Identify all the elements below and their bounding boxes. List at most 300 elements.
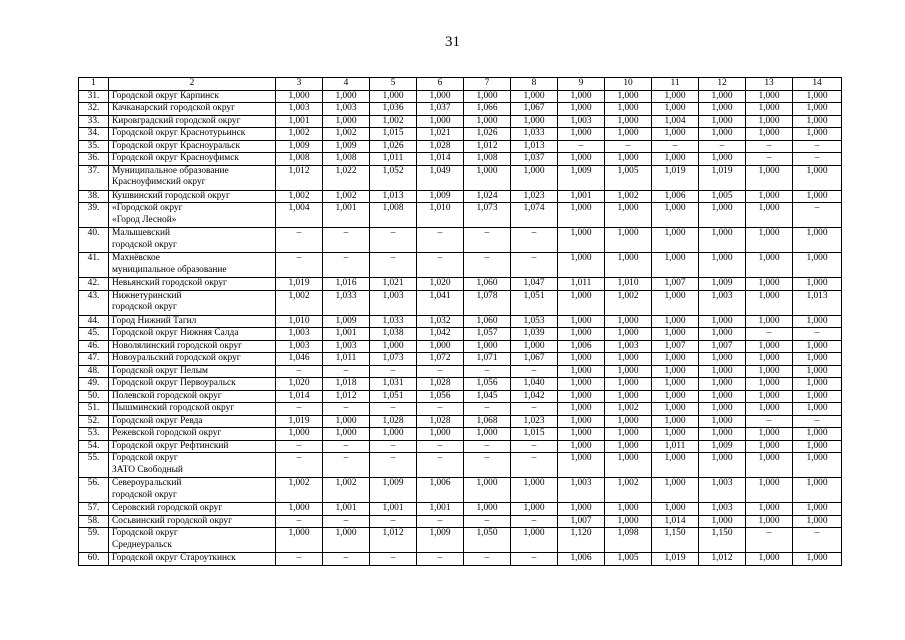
municipality-name	[109, 478, 276, 503]
coefficient-cell: 1,005	[699, 190, 746, 203]
municipality-name-line: Среднеуральск	[112, 539, 172, 550]
coefficient-cell: 1,000	[699, 228, 746, 253]
table-row	[79, 528, 842, 553]
row-number: 55.	[79, 453, 109, 478]
coefficient-cell: –	[417, 553, 464, 566]
coefficient-cell: –	[323, 440, 370, 453]
coefficient-cell: 1,000	[699, 103, 746, 116]
coefficient-cell: 1,006	[652, 190, 699, 203]
coefficient-cell: 1,000	[793, 453, 842, 478]
coefficient-cell: 1,010	[605, 278, 652, 291]
coefficient-cell: 1,000	[746, 115, 793, 128]
coefficients-table	[78, 77, 842, 566]
coefficient-cell: 1,000	[699, 353, 746, 366]
coefficient-cell: 1,000	[417, 90, 464, 103]
coefficient-cell: 1,000	[793, 403, 842, 416]
coefficient-cell: 1,000	[793, 128, 842, 141]
coefficient-cell: 1,000	[605, 440, 652, 453]
coefficient-cell: –	[323, 253, 370, 278]
coefficient-cell: 1,000	[652, 103, 699, 116]
coefficient-cell: –	[746, 140, 793, 153]
table-row	[79, 203, 842, 228]
coefficient-cell: –	[511, 553, 558, 566]
coefficient-cell: 1,000	[511, 478, 558, 503]
coefficient-cell: 1,033	[511, 128, 558, 141]
coefficient-cell: –	[417, 453, 464, 478]
coefficient-cell: –	[511, 515, 558, 528]
coefficient-cell: –	[323, 228, 370, 253]
coefficient-cell: 1,000	[746, 453, 793, 478]
coefficient-cell: 1,000	[558, 90, 605, 103]
municipality-name	[109, 203, 276, 228]
coefficient-cell: 1,000	[417, 428, 464, 441]
coefficient-cell: 1,000	[464, 428, 511, 441]
table-row	[79, 315, 842, 328]
coefficient-cell: 1,000	[323, 415, 370, 428]
coefficient-cell: 1,000	[793, 515, 842, 528]
row-number: 48.	[79, 365, 109, 378]
coefficient-cell: 1,019	[652, 165, 699, 190]
coefficient-cell: 1,012	[370, 528, 417, 553]
municipality-name	[109, 253, 276, 278]
column-header: 2	[109, 78, 276, 91]
coefficient-cell: 1,000	[793, 353, 842, 366]
coefficient-cell: 1,000	[558, 315, 605, 328]
municipality-name-line: Новолялинский городской округ	[112, 340, 242, 351]
coefficient-cell: 1,098	[605, 528, 652, 553]
coefficient-cell: 1,012	[464, 140, 511, 153]
municipality-name-line: Новоуральский городской округ	[112, 353, 241, 363]
coefficient-cell: 1,000	[558, 128, 605, 141]
municipality-name-line: Серовский городской округ	[112, 503, 223, 513]
coefficient-cell: 1,026	[370, 140, 417, 153]
column-header: 12	[699, 78, 746, 91]
row-number: 37.	[79, 165, 109, 190]
coefficient-cell: 1,000	[699, 378, 746, 391]
coefficient-cell: 1,016	[323, 278, 370, 291]
coefficient-cell: 1,000	[558, 253, 605, 278]
municipality-name	[109, 403, 276, 416]
table-row	[79, 515, 842, 528]
column-header: 6	[417, 78, 464, 91]
municipality-name	[109, 415, 276, 428]
coefficient-cell: 1,046	[276, 353, 323, 366]
coefficient-cell: 1,008	[370, 203, 417, 228]
column-header: 13	[746, 78, 793, 91]
coefficient-cell: –	[370, 253, 417, 278]
column-header: 8	[511, 78, 558, 91]
coefficient-cell: 1,001	[323, 203, 370, 228]
table-row	[79, 328, 842, 341]
row-number: 31.	[79, 90, 109, 103]
coefficient-cell: 1,000	[746, 228, 793, 253]
row-number: 44.	[79, 315, 109, 328]
coefficient-cell: 1,000	[558, 228, 605, 253]
table-row	[79, 503, 842, 516]
coefficient-cell: –	[746, 415, 793, 428]
coefficient-cell: 1,028	[370, 415, 417, 428]
coefficient-cell: 1,053	[511, 315, 558, 328]
municipality-name-line: Город Нижний Тагил	[112, 315, 197, 326]
coefficient-cell: –	[464, 440, 511, 453]
coefficient-cell: –	[370, 365, 417, 378]
coefficient-cell: 1,000	[652, 403, 699, 416]
table-row	[79, 415, 842, 428]
coefficient-cell: 1,000	[652, 390, 699, 403]
coefficient-cell: 1,011	[652, 440, 699, 453]
coefficient-cell: 1,010	[276, 315, 323, 328]
column-header: 7	[464, 78, 511, 91]
coefficient-cell: 1,000	[605, 428, 652, 441]
coefficient-cell: 1,003	[558, 115, 605, 128]
coefficient-cell: 1,000	[699, 90, 746, 103]
municipality-name	[109, 103, 276, 116]
coefficient-cell: 1,045	[464, 390, 511, 403]
row-number: 57.	[79, 503, 109, 516]
coefficient-cell: 1,002	[276, 478, 323, 503]
coefficient-cell: 1,000	[558, 290, 605, 315]
coefficient-cell: –	[511, 228, 558, 253]
coefficient-cell: 1,000	[793, 378, 842, 391]
coefficient-cell: 1,000	[746, 315, 793, 328]
coefficient-cell: 1,000	[746, 290, 793, 315]
coefficient-cell: 1,000	[652, 253, 699, 278]
coefficient-cell: 1,008	[276, 153, 323, 166]
row-number: 43.	[79, 290, 109, 315]
coefficient-cell: –	[464, 515, 511, 528]
coefficient-cell: –	[417, 365, 464, 378]
coefficient-cell: 1,000	[605, 515, 652, 528]
municipality-name	[109, 440, 276, 453]
coefficient-cell: 1,015	[370, 128, 417, 141]
coefficient-cell: 1,042	[511, 390, 558, 403]
coefficient-cell: 1,019	[652, 553, 699, 566]
coefficient-cell: 1,019	[276, 415, 323, 428]
coefficient-cell: 1,036	[370, 103, 417, 116]
coefficient-cell: 1,028	[417, 378, 464, 391]
coefficient-cell: 1,003	[699, 503, 746, 516]
coefficient-cell: –	[793, 140, 842, 153]
table-row	[79, 428, 842, 441]
coefficient-cell: 1,009	[417, 528, 464, 553]
coefficient-cell: 1,000	[746, 365, 793, 378]
coefficient-cell: 1,000	[558, 378, 605, 391]
coefficient-cell: 1,002	[370, 115, 417, 128]
coefficient-cell: 1,000	[793, 190, 842, 203]
coefficient-cell: 1,006	[558, 553, 605, 566]
coefficient-cell: –	[699, 140, 746, 153]
coefficient-cell: 1,074	[511, 203, 558, 228]
coefficient-cell: –	[370, 228, 417, 253]
row-number: 36.	[79, 153, 109, 166]
coefficient-cell: 1,003	[276, 103, 323, 116]
coefficient-cell: 1,000	[605, 378, 652, 391]
coefficient-cell: 1,000	[276, 428, 323, 441]
coefficient-cell: 1,000	[699, 415, 746, 428]
coefficient-cell: 1,067	[511, 103, 558, 116]
coefficient-cell: 1,000	[652, 328, 699, 341]
coefficient-cell: –	[370, 553, 417, 566]
municipality-name-line: городской округ	[112, 302, 177, 312]
municipality-name	[109, 115, 276, 128]
coefficient-cell: –	[370, 440, 417, 453]
municipality-name-line: Городской округ Пелым	[112, 365, 208, 376]
municipality-name-line: Красноуфимский округ	[112, 177, 206, 187]
coefficient-cell: –	[793, 328, 842, 341]
coefficient-cell: 1,000	[558, 440, 605, 453]
coefficient-cell: 1,001	[417, 503, 464, 516]
column-header: 9	[558, 78, 605, 91]
coefficient-cell: 1,071	[464, 353, 511, 366]
coefficient-cell: 1,000	[746, 428, 793, 441]
municipality-name-line: Сосьвинский городской округ	[112, 515, 232, 526]
coefficient-cell: 1,000	[558, 390, 605, 403]
municipality-name	[109, 390, 276, 403]
coefficient-cell: 1,002	[605, 290, 652, 315]
coefficient-cell: –	[511, 365, 558, 378]
coefficient-cell: 1,037	[417, 103, 464, 116]
coefficient-cell: 1,047	[511, 278, 558, 291]
municipality-name	[109, 378, 276, 391]
table-row	[79, 190, 842, 203]
coefficient-cell: 1,000	[652, 290, 699, 315]
municipality-name	[109, 353, 276, 366]
coefficient-cell: 1,040	[511, 378, 558, 391]
coefficient-cell: 1,000	[558, 453, 605, 478]
coefficient-cell: 1,000	[605, 253, 652, 278]
coefficient-cell: 1,000	[323, 90, 370, 103]
municipality-name-line: Качканарский городской округ	[112, 103, 235, 113]
coefficient-cell: 1,002	[323, 478, 370, 503]
coefficient-cell: 1,066	[464, 103, 511, 116]
coefficient-cell: 1,000	[370, 90, 417, 103]
coefficient-cell: 1,020	[276, 378, 323, 391]
coefficient-cell: 1,039	[511, 328, 558, 341]
coefficient-cell: 1,000	[511, 503, 558, 516]
coefficient-cell: 1,000	[652, 453, 699, 478]
coefficient-cell: 1,008	[323, 153, 370, 166]
municipality-name	[109, 228, 276, 253]
coefficient-cell: 1,000	[746, 440, 793, 453]
row-number: 52.	[79, 415, 109, 428]
coefficient-cell: –	[323, 403, 370, 416]
coefficient-cell: 1,000	[511, 115, 558, 128]
municipality-name	[109, 428, 276, 441]
coefficient-cell: 1,000	[276, 528, 323, 553]
coefficient-cell: 1,000	[699, 365, 746, 378]
municipality-name	[109, 328, 276, 341]
municipality-name	[109, 503, 276, 516]
municipality-name	[109, 165, 276, 190]
municipality-name-line: Североуральский	[112, 478, 182, 488]
coefficient-cell: –	[370, 453, 417, 478]
coefficient-cell: 1,000	[605, 503, 652, 516]
column-header: 14	[793, 78, 842, 91]
coefficient-cell: 1,014	[417, 153, 464, 166]
municipality-name-line: Городской округ Ревда	[112, 415, 203, 426]
coefficient-cell: 1,003	[699, 290, 746, 315]
municipality-name-line: «Городской округ	[112, 203, 183, 213]
coefficient-cell: 1,000	[652, 478, 699, 503]
municipality-name-line: Городской округ Первоуральск	[112, 378, 236, 388]
coefficient-cell: –	[464, 228, 511, 253]
coefficient-cell: 1,000	[699, 428, 746, 441]
municipality-name-line: муниципальное образование	[112, 264, 227, 275]
municipality-name-line: Полевской городской округ	[112, 390, 222, 401]
coefficient-cell: 1,000	[558, 328, 605, 341]
coefficient-cell: –	[464, 453, 511, 478]
column-header: 4	[323, 78, 370, 91]
coefficient-cell: –	[746, 528, 793, 553]
coefficient-cell: –	[276, 515, 323, 528]
coefficient-cell: 1,000	[558, 203, 605, 228]
coefficient-cell: –	[605, 140, 652, 153]
row-number: 41.	[79, 253, 109, 278]
coefficient-cell: –	[323, 515, 370, 528]
coefficient-cell: 1,000	[558, 153, 605, 166]
page-number: 31	[445, 34, 460, 50]
coefficient-cell: 1,049	[417, 165, 464, 190]
municipality-name	[109, 365, 276, 378]
coefficient-cell: 1,000	[793, 115, 842, 128]
coefficient-cell: 1,019	[276, 278, 323, 291]
coefficient-cell: 1,002	[276, 128, 323, 141]
coefficient-cell: 1,051	[511, 290, 558, 315]
municipality-name	[109, 190, 276, 203]
coefficient-cell: 1,009	[699, 278, 746, 291]
coefficient-cell: 1,000	[511, 340, 558, 353]
coefficient-cell: 1,000	[605, 203, 652, 228]
table-row	[79, 128, 842, 141]
coefficient-cell: 1,000	[558, 365, 605, 378]
coefficient-cell: 1,000	[276, 90, 323, 103]
coefficient-cell: –	[793, 415, 842, 428]
coefficient-cell: 1,042	[417, 328, 464, 341]
coefficient-cell: 1,007	[558, 515, 605, 528]
coefficient-cell: 1,000	[793, 278, 842, 291]
municipality-name-line: городской округ	[112, 489, 177, 500]
coefficient-cell: –	[323, 365, 370, 378]
coefficient-cell: 1,021	[370, 278, 417, 291]
coefficient-cell: 1,002	[323, 128, 370, 141]
coefficient-cell: –	[276, 403, 323, 416]
coefficient-cell: 1,072	[417, 353, 464, 366]
coefficient-cell: 1,003	[605, 340, 652, 353]
coefficient-cell: 1,000	[464, 90, 511, 103]
coefficient-cell: 1,120	[558, 528, 605, 553]
coefficient-cell: 1,001	[276, 115, 323, 128]
municipality-name	[109, 140, 276, 153]
coefficient-cell: 1,002	[605, 190, 652, 203]
coefficient-cell: 1,023	[511, 190, 558, 203]
municipality-name	[109, 290, 276, 315]
coefficient-cell: 1,003	[558, 478, 605, 503]
coefficient-cell: 1,000	[605, 315, 652, 328]
municipality-name-line: Кушвинский городской округ	[112, 190, 230, 201]
coefficient-cell: 1,000	[793, 503, 842, 516]
table-row	[79, 403, 842, 416]
coefficient-cell: –	[464, 365, 511, 378]
coefficient-cell: 1,078	[464, 290, 511, 315]
coefficient-cell: 1,000	[699, 315, 746, 328]
coefficient-cell: 1,009	[323, 315, 370, 328]
coefficient-cell: 1,000	[323, 115, 370, 128]
coefficient-cell: –	[417, 403, 464, 416]
municipality-name	[109, 128, 276, 141]
coefficient-cell: 1,000	[652, 415, 699, 428]
coefficient-cell: 1,006	[417, 478, 464, 503]
coefficient-cell: 1,002	[276, 290, 323, 315]
table-row	[79, 340, 842, 353]
row-number: 54.	[79, 440, 109, 453]
coefficient-cell: 1,000	[652, 503, 699, 516]
coefficient-cell: 1,026	[464, 128, 511, 141]
municipality-name-line: «Город Лесной»	[112, 214, 177, 225]
coefficient-cell: 1,000	[699, 203, 746, 228]
coefficient-cell: 1,000	[605, 390, 652, 403]
coefficient-cell: 1,000	[746, 253, 793, 278]
municipality-name-line: Городской округ Краснотурьинск	[112, 128, 246, 138]
coefficient-cell: 1,001	[323, 503, 370, 516]
coefficient-cell: 1,000	[558, 353, 605, 366]
row-number: 39.	[79, 203, 109, 228]
coefficient-cell: 1,000	[511, 90, 558, 103]
row-number: 42.	[79, 278, 109, 291]
coefficient-cell: 1,000	[793, 228, 842, 253]
coefficient-cell: 1,000	[746, 390, 793, 403]
coefficient-cell: 1,000	[746, 403, 793, 416]
header-row	[79, 78, 842, 91]
municipality-name	[109, 315, 276, 328]
coefficient-cell: 1,000	[558, 403, 605, 416]
table-row	[79, 390, 842, 403]
coefficient-cell: 1,000	[605, 90, 652, 103]
coefficient-cell: 1,050	[464, 528, 511, 553]
coefficient-cell: 1,000	[699, 253, 746, 278]
coefficient-cell: 1,010	[417, 203, 464, 228]
coefficient-cell: 1,000	[558, 428, 605, 441]
municipality-name-line: ЗАТО Свободный	[112, 464, 183, 475]
coefficient-cell: 1,150	[652, 528, 699, 553]
coefficient-cell: 1,003	[276, 328, 323, 341]
table-row	[79, 478, 842, 503]
coefficient-cell: 1,000	[511, 165, 558, 190]
coefficient-cell: 1,000	[746, 128, 793, 141]
coefficient-cell: 1,000	[558, 503, 605, 516]
coefficient-cell: 1,032	[417, 315, 464, 328]
coefficient-cell: –	[464, 403, 511, 416]
column-header: 10	[605, 78, 652, 91]
coefficient-cell: –	[276, 553, 323, 566]
coefficient-cell: 1,024	[464, 190, 511, 203]
municipality-name-line: Режевской городской округ	[112, 428, 222, 438]
coefficient-cell: 1,000	[746, 553, 793, 566]
coefficient-cell: 1,056	[464, 378, 511, 391]
coefficient-cell: –	[417, 228, 464, 253]
row-number: 58.	[79, 515, 109, 528]
coefficient-cell: 1,001	[370, 503, 417, 516]
coefficient-cell: 1,000	[558, 103, 605, 116]
coefficient-cell: 1,011	[370, 153, 417, 166]
coefficient-cell: 1,013	[511, 140, 558, 153]
coefficient-cell: 1,000	[652, 128, 699, 141]
coefficient-cell: 1,013	[793, 290, 842, 315]
coefficient-cell: 1,073	[464, 203, 511, 228]
coefficient-cell: –	[276, 228, 323, 253]
coefficient-cell: 1,052	[370, 165, 417, 190]
coefficient-cell: 1,019	[699, 165, 746, 190]
table-row	[79, 103, 842, 116]
